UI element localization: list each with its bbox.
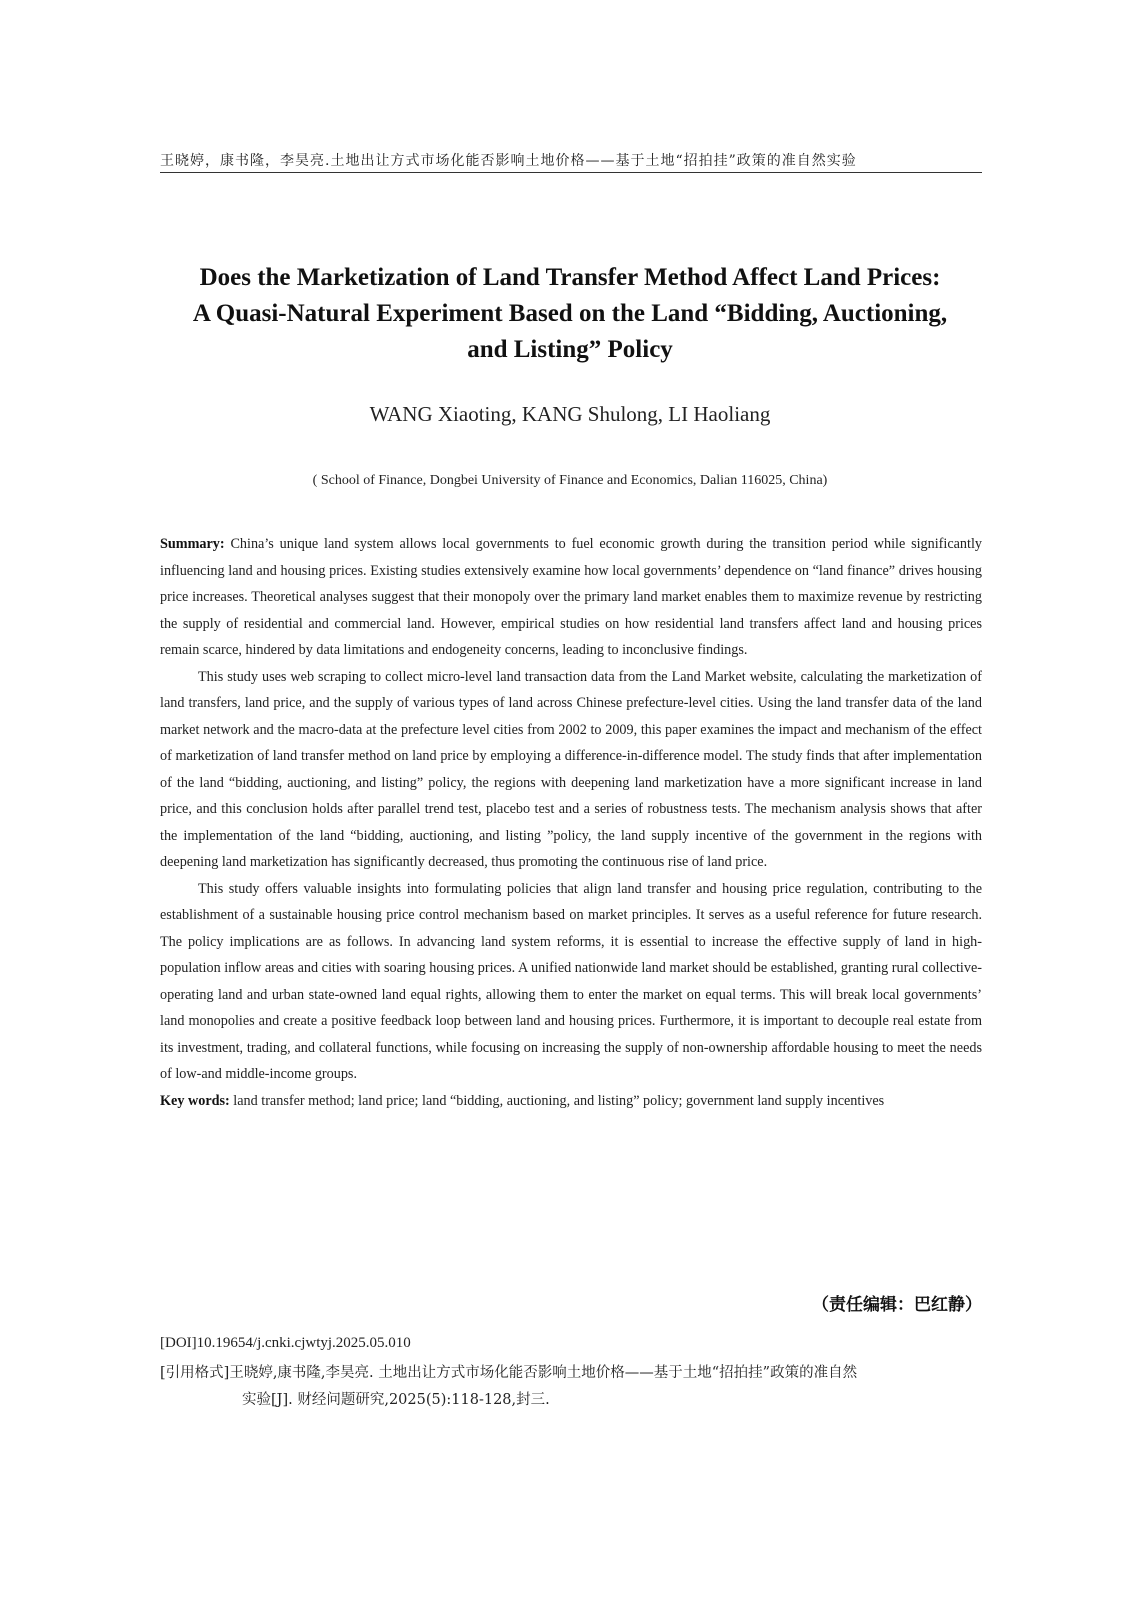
- doi: [DOI]10.19654/j.cnki.cjwtyj.2025.05.010: [160, 1335, 411, 1351]
- abstract-paragraph-2: This study uses web scraping to collect micro-level land transaction data from the Land Market website, calculating the marketization of land transfers, land price, and the supply of various types of land across Chinese prefecture-level cities. Using the land transfer data of the land market network and the macro-data at the prefecture level cities from 2002 to 2009, this paper examines the impact and mechanism of the effect of marketization of land transfer method on land price by employing a difference-in-difference model. The study finds that after implementation of the land “bidding, auctioning, and listing” policy, the regions with deepening land marketization have a more significant increase in land price, and this conclusion holds after parallel trend test, placebo test and a series of robustness tests. The mechanism analysis shows that after the implementation of the land “bidding, auctioning, and listing ”policy, the land supply incentive of the government in the regions with deepening land marketization has significantly decreased, thus promoting the continuous rise of land price.: [160, 668, 982, 870]
- title-line-2: A Quasi-Natural Experiment Based on the Land “Bidding, Auctioning,: [192, 300, 948, 327]
- authors: WANG Xiaoting, KANG Shulong, LI Haoliang: [369, 402, 771, 426]
- article-title: [130, 260, 1010, 368]
- abstract-paragraph-1: [160, 531, 982, 664]
- header-rule: [160, 172, 982, 173]
- keywords-text: land transfer method; land price; land “bidding, auctioning, and listing” policy; government land supply incentives: [233, 1092, 885, 1109]
- summary-label: Summary:: [160, 536, 225, 552]
- citation-line-2: 实验[J]. 财经问题研究,2025(5):118-128,封三.: [242, 1392, 550, 1408]
- citation: [160, 1360, 982, 1414]
- running-header: 王晓婷，康书隆，李昊亮.土地出让方式市场化能否影响土地价格——基于土地“招拍挂”政策的准自然实验: [160, 153, 857, 169]
- affiliation: ( School of Finance, Dongbei University of Finance and Economics, Dalian 116025, China): [312, 473, 828, 488]
- citation-line-1: [引用格式]王晓婷,康书隆,李昊亮. 土地出让方式市场化能否影响土地价格——基于土地“招拍挂”政策的准自然: [160, 1365, 858, 1381]
- abstract-paragraph-3: This study offers valuable insights into formulating policies that align land transfer and housing price regulation, contributing to the establishment of a sustainable housing price control mechanism based on market principles. It serves as a useful reference for future research. The policy implications are as follows. In advancing land system reforms, it is essential to increase the effective supply of land in high-population inflow areas and cities with soaring housing prices. A unified nationwide land market should be established, granting rural collective-operating land and urban state-owned land equal rights, allowing them to enter the market on equal terms. This will break local governments’ land monopolies and create a positive feedback loop between land and housing prices. Furthermore, it is important to decouple real estate from its investment, trading, and collateral functions, while focusing on increasing the supply of non-ownership affordable housing to meet the needs of low-and middle-income groups.: [160, 880, 982, 1082]
- editor-note: （责任编辑：巴红静）: [812, 1295, 982, 1315]
- keywords: [160, 1088, 982, 1115]
- title-line-1: Does the Marketization of Land Transfer Method Affect Land Prices:: [199, 264, 941, 291]
- keywords-label: Key words:: [160, 1092, 230, 1109]
- summary-text: China’s unique land system allows local governments to fuel economic growth during the transition period while significantly influencing land and housing prices. Existing studies extensively examine how local governments’ dependence on “land finance” drives housing price increases. Theoretical analyses suggest that their monopoly over the primary land market enables them to maximize revenue by restricting the supply of residential and commercial land. However, empirical studies on how residential land transfers affect land and housing prices remain scarce, hindered by data limitations and endogeneity concerns, leading to inconclusive findings.: [160, 536, 983, 658]
- abstract: [160, 531, 982, 1114]
- title-line-3: and Listing” Policy: [467, 336, 673, 363]
